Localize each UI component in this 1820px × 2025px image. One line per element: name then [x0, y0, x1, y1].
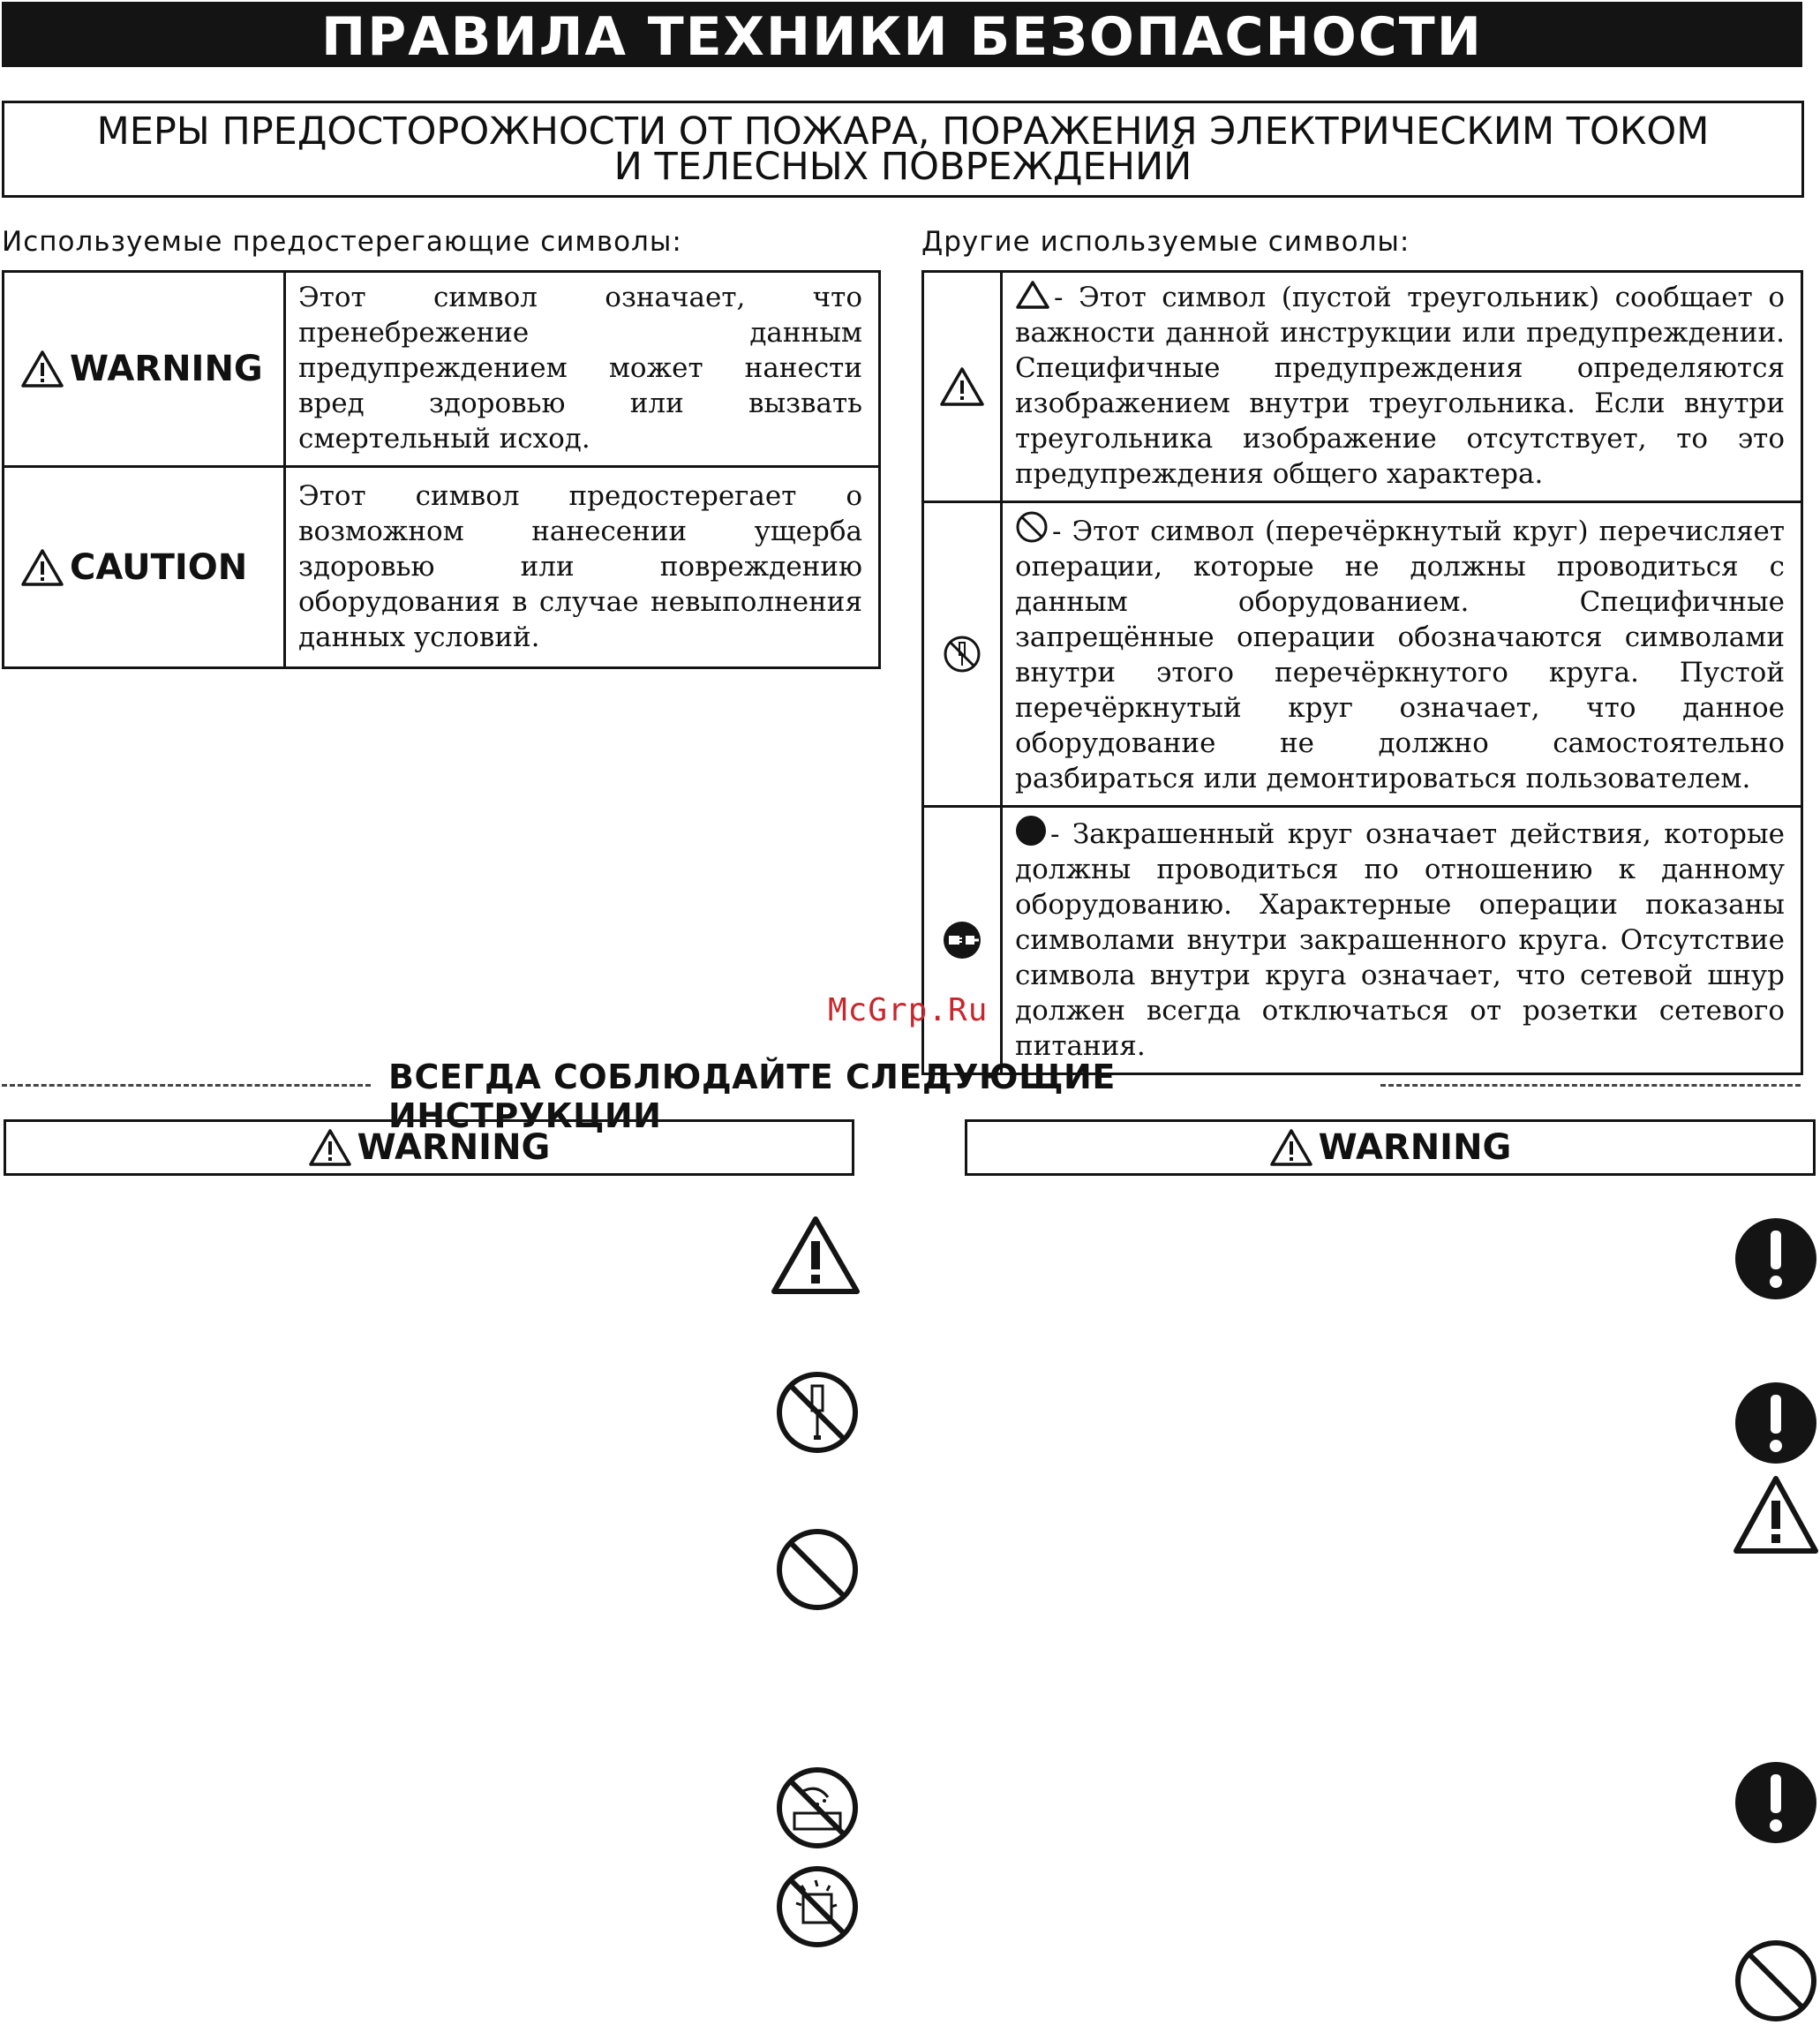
other-symbols-label: Другие используемые символы: [921, 226, 1410, 258]
right-warning-header [965, 1119, 1816, 1176]
subtitle-line-1: МЕРЫ ПРЕДОСТОРОЖНОСТИ ОТ ПОЖАРА, ПОРАЖЕНИЯ ЭЛЕКТРИЧЕСКИМ ТОКОМ [96, 109, 1710, 154]
no-disassemble-icon [942, 634, 982, 674]
warning-label: WARNING [70, 349, 263, 389]
table-row [923, 502, 1802, 807]
warning-triangle-icon [308, 1128, 352, 1167]
caution-label: CAUTION [70, 546, 248, 588]
prohibited-description: - Этот символ (перечёркнутый круг) перечисляет операции, которые не должны проводиться с данным оборудованием. Специфичные запрещённые операции обозначаются символами внутри этого перечёркнутого круга. Пустой перечёркнутый круг означает, что данное оборудование не должно самостоятельно разбираться или демонтироваться пользователем. [1015, 516, 1785, 794]
divider-left [2, 1084, 371, 1087]
table-row [923, 272, 1802, 502]
table-row [4, 467, 880, 668]
triangle-description: - Этот символ (пустой треугольник) сообщает о важности данной инструкции или предупреждении. Специфичные предупреждения определяются изображением внутри треугольника. Если внутри треугольника изображение отсутствует, то это предупреждения общего характера. [1015, 282, 1785, 490]
other-symbols-table [921, 270, 1803, 1075]
warning-triangle-icon [1269, 1128, 1313, 1167]
page-title: ПРАВИЛА ТЕХНИКИ БЕЗОПАСНОСТИ [2, 2, 1802, 67]
divider-right [1380, 1084, 1801, 1087]
left-warning-label: WARNING [357, 1127, 551, 1168]
no-moisture-icon [775, 1864, 860, 1949]
warning-triangle-icon [1732, 1474, 1820, 1555]
left-warning-header [4, 1119, 854, 1176]
prohibited-icon [775, 1527, 860, 1612]
watermark: McGrp.Ru [828, 992, 989, 1028]
unplug-icon [942, 920, 982, 960]
triangle-warning-icon [939, 366, 985, 407]
no-disassemble-icon [775, 1370, 860, 1455]
warning-symbols-label: Используемые предостерегающие символы: [2, 226, 682, 258]
caution-description: Этот символ предостерегает о возможном нанесении ущерба здоровью или повреждению оборудования в случае невыполнения данных условий. [285, 467, 880, 668]
mandatory-action-icon [1734, 1216, 1818, 1301]
empty-triangle-icon [1015, 280, 1050, 310]
mandatory-action-icon [1734, 1760, 1818, 1845]
warning-description: Этот символ означает, что пренебрежение данным предупреждением может нанести вред здоровью или вызвать смертельный исход. [285, 272, 880, 467]
prohibited-icon [1734, 1938, 1818, 2023]
filled-circle-description: - Закрашенный круг означает действия, которые должны проводиться по отношению к данному оборудованию. Характерные операции показаны символами внутри закрашенного круга. Отсутствие символа внутри круга означает, что сетевой шнур должен всегда отключаться от розетки сетевого питания. [1015, 818, 1785, 1062]
mandatory-action-icon [1734, 1381, 1818, 1465]
prohibited-circle-icon [1015, 510, 1049, 544]
subtitle-line-2: И ТЕЛЕСНЫХ ПОВРЕЖДЕНИЙ [613, 145, 1192, 189]
table-row [4, 272, 880, 467]
warning-triangle-icon [20, 350, 64, 388]
subtitle-box [2, 101, 1804, 198]
warning-symbols-table [2, 270, 881, 669]
table-row [923, 807, 1802, 1074]
right-warning-label: WARNING [1318, 1127, 1512, 1168]
warning-triangle-icon [770, 1215, 861, 1296]
filled-circle-icon [1015, 815, 1047, 847]
always-instructions-title: ВСЕГДА СОБЛЮДАЙТЕ СЛЕДУЮЩИЕ ИНСТРУКЦИИ [388, 1058, 1116, 1135]
caution-triangle-icon [20, 548, 64, 587]
no-water-bath-icon [775, 1765, 860, 1850]
